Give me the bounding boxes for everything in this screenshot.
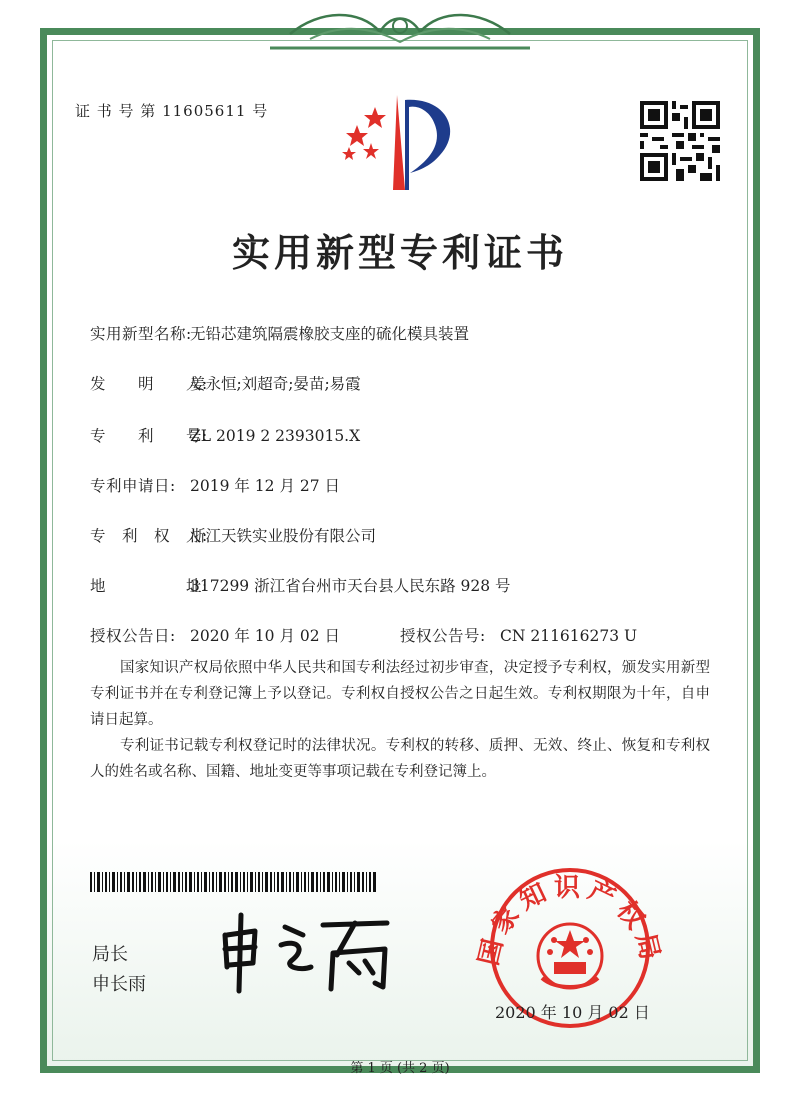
field-address: [90, 574, 511, 596]
field-name-label: 实用新型名称:: [90, 325, 192, 343]
field-patent-no-value: ZL 2019 2 2393015.X: [190, 427, 361, 445]
legal-paragraph-2: 专利证书记载专利权登记时的法律状况。专利权的转移、质押、无效、终止、恢复和专利权人的姓名或名称、国籍、地址变更等事项记载在专利登记簿上。: [90, 738, 710, 780]
field-name-value: 无铅芯建筑隔震橡胶支座的硫化模具装置: [190, 325, 470, 343]
certificate-number: [75, 100, 268, 121]
certificate-number-label: 证 书 号 第: [75, 102, 157, 120]
svg-text:国家知识产权局: 国家知识产权局: [473, 873, 667, 969]
field-inventor: [90, 372, 361, 394]
field-address-label: 地 址:: [90, 577, 208, 595]
signatory-role: 局长: [92, 944, 128, 965]
field-grant-no-label: 授权公告号:: [400, 627, 486, 645]
field-patentee-value: 浙江天铁实业股份有限公司: [190, 527, 377, 545]
field-filing-date-label: 专利申请日:: [90, 477, 176, 495]
field-grant-no-value: CN 211616273 U: [500, 627, 638, 645]
cnipa-logo-icon: [335, 85, 465, 195]
field-name: [90, 322, 469, 344]
field-grant-date: [90, 624, 340, 646]
field-patent-no-label: 专 利 号:: [90, 427, 208, 445]
ornament-icon: [270, 4, 530, 54]
field-grant-no: [400, 624, 637, 646]
field-grant-date-value: 2020 年 10 月 02 日: [190, 627, 341, 645]
qr-code-icon: [636, 97, 724, 185]
page-title: 实用新型专利证书: [231, 230, 568, 275]
page-number: 第 1 页 (共 2 页): [350, 1061, 450, 1076]
handwritten-signature: [215, 905, 405, 995]
field-patentee-label: 专 利 权 人:: [90, 527, 208, 545]
signatory-name: 申长雨: [92, 974, 146, 995]
barcode-icon: [90, 872, 380, 892]
field-address-value: 317299 浙江省台州市天台县人民东路 928 号: [190, 577, 511, 595]
certificate-number-suffix: 号: [252, 102, 269, 120]
field-patentee: [90, 524, 376, 546]
field-patent-no: [90, 424, 360, 446]
field-inventor-label: 发 明 人:: [90, 375, 208, 393]
field-filing-date-value: 2019 年 12 月 27 日: [190, 477, 341, 495]
field-inventor-value: 姜永恒;刘超奇;晏苗;易霞: [190, 375, 361, 393]
field-grant-date-label: 授权公告日:: [90, 627, 176, 645]
seal-date: 2020 年 10 月 02 日: [495, 1003, 650, 1022]
certificate-number-value: 11605611: [162, 102, 247, 120]
legal-paragraph-1: 国家知识产权局依照中华人民共和国专利法经过初步审查，决定授予专利权，颁发实用新型专利证书并在专利登记簿上予以登记。专利权自授权公告之日起生效。专利权期限为十年，自申请日起算。: [90, 660, 710, 728]
field-filing-date: [90, 474, 340, 496]
